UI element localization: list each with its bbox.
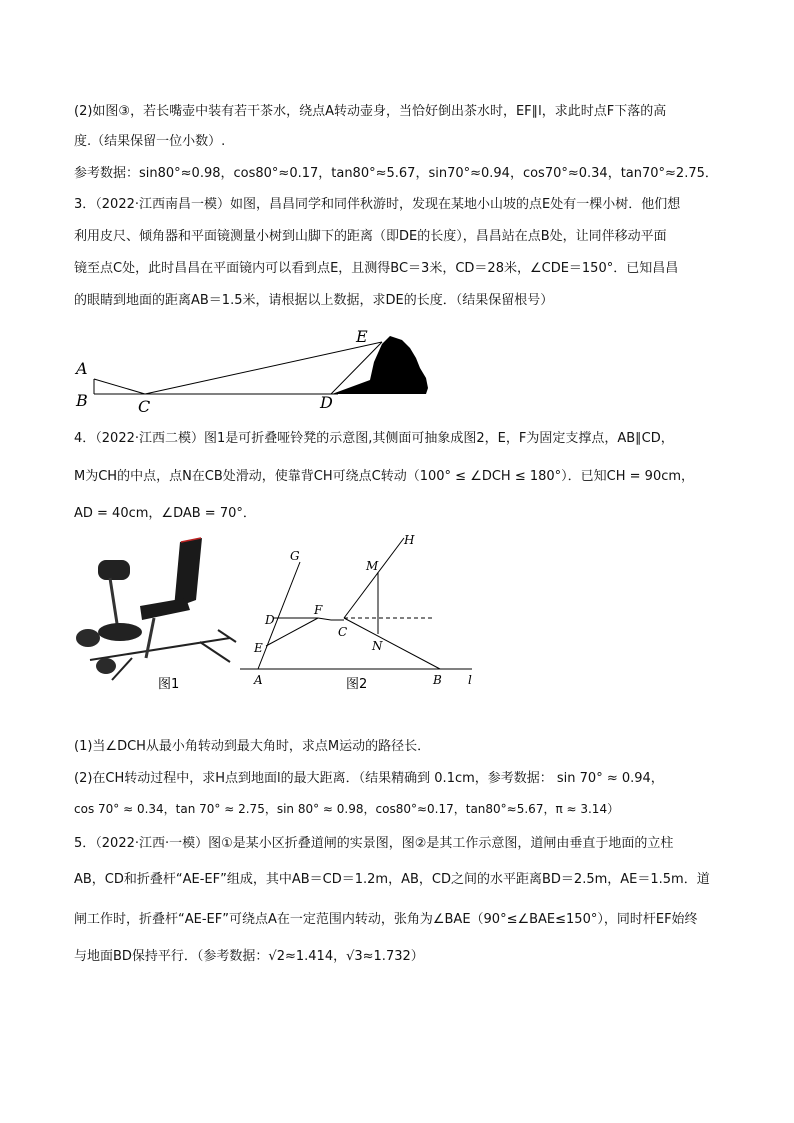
bench-leg-roller (98, 623, 142, 641)
q4-line3: AD = 40cm，∠DAB = 70°． (74, 506, 256, 521)
q4-fig1-caption: 图1 (158, 677, 180, 692)
bench-top-pad (98, 560, 130, 580)
q4-fig2-label-B: B (433, 673, 442, 687)
q3-line2: 利用皮尺、倾角器和平面镜测量小树到山脚下的距离（即DE的长度），昌昌站在点B处，让同伴移动平面 (74, 229, 667, 244)
q4-fig2-label-E: E (254, 641, 263, 655)
q3-label-E: E (356, 327, 368, 346)
q4-fig2-label-C: C (338, 625, 348, 639)
bench-backrest (174, 538, 202, 608)
q3-figure (70, 322, 440, 417)
q4-fig1-bench (70, 530, 250, 695)
q2-sub2-line2: 度.（结果保留一位小数）. (74, 134, 226, 149)
q3-label-D: D (320, 393, 333, 412)
q4-fig2-label-N: N (372, 639, 383, 653)
q3-line4: 的眼睛到地面的距离AB＝1.5米，请根据以上数据，求DE的长度．（结果保留根号） (74, 293, 554, 308)
q4-fig2-geometry (236, 528, 486, 693)
q4-sub2-line1: (2)在CH转动过程中，求H点到地面l的最大距离．（结果精确到 0.1cm，参考数据： sin 70° ≈ 0.94， (74, 771, 664, 786)
q3-label-C: C (138, 397, 151, 416)
q4-fig2-label-l: l (468, 673, 472, 687)
q4-line1: 4．（2022·江西二模）图1是可折叠哑铃凳的示意图,其侧面可抽象成图2，E，F为固定支撑点，AB∥CD， (74, 431, 674, 446)
q4-fig2-label-M: M (366, 559, 379, 573)
q4-sub2-line2: cos 70° ≈ 0.34，tan 70° ≈ 2.75，sin 80° ≈ 0.98，cos80°≈0.17，tan80°≈5.67，π ≈ 3.14） (74, 802, 620, 816)
q2-reference-data: 参考数据：sin80°≈0.98，cos80°≈0.17，tan80°≈5.67，sin70°≈0.94，cos70°≈0.34，tan70°≈2.75． (74, 166, 718, 181)
q2-sub2-line1: (2)如图③，若长嘴壶中装有若干茶水，绕点A转动壶身，当恰好倒出茶水时，EF∥l，求此时点F下落的高 (74, 104, 667, 119)
q5-line4: 与地面BD保持平行．（参考数据：√2≈1.414，√3≈1.732） (74, 949, 424, 964)
q4-fig2-label-D: D (265, 613, 275, 627)
q5-line1: 5．（2022·江西·一模）图①是某小区折叠道闸的实景图，图②是其工作示意图，道闸由垂直于地面的立柱 (74, 836, 674, 851)
q3-label-B: B (76, 391, 88, 410)
q4-fig2-label-G: G (290, 549, 300, 563)
q4-fig2-label-H: H (404, 533, 415, 547)
q4-sub1: (1)当∠DCH从最小角转动到最大角时，求点M运动的路径长． (74, 739, 431, 754)
q5-line3: 闸工作时，折叠杆“AE-EF”可绕点A在一定范围内转动，张角为∠BAE（90°≤∠BAE≤150°），同时杆EF始终 (74, 912, 698, 927)
q4-fig2-label-F: F (314, 603, 323, 617)
q4-fig2-caption: 图2 (346, 677, 368, 692)
q3-label-A: A (76, 359, 88, 378)
bench-seat (140, 598, 190, 620)
q4-fig2-label-A: A (254, 673, 263, 687)
q5-line2: AB，CD和折叠杆“AE-EF”组成，其中AB＝CD＝1.2m，AB，CD之间的水平距离BD＝2.5m，AE＝1.5m．道 (74, 872, 710, 887)
q4-line2: M为CH的中点，点N在CB处滑动，使靠背CH可绕点C转动（100° ≤ ∠DCH ≤ 180°）．已知CH = 90cm， (74, 469, 695, 484)
q3-line1: 3．（2022·江西南昌一模）如图，昌昌同学和同伴秋游时，发现在某地小山坡的点E处有一棵小树．他们想 (74, 197, 681, 212)
q3-line3: 镜至点C处，此时昌昌在平面镜内可以看到点E，且测得BC＝3米，CD＝28米，∠CDE＝150°．已知昌昌 (74, 261, 679, 276)
